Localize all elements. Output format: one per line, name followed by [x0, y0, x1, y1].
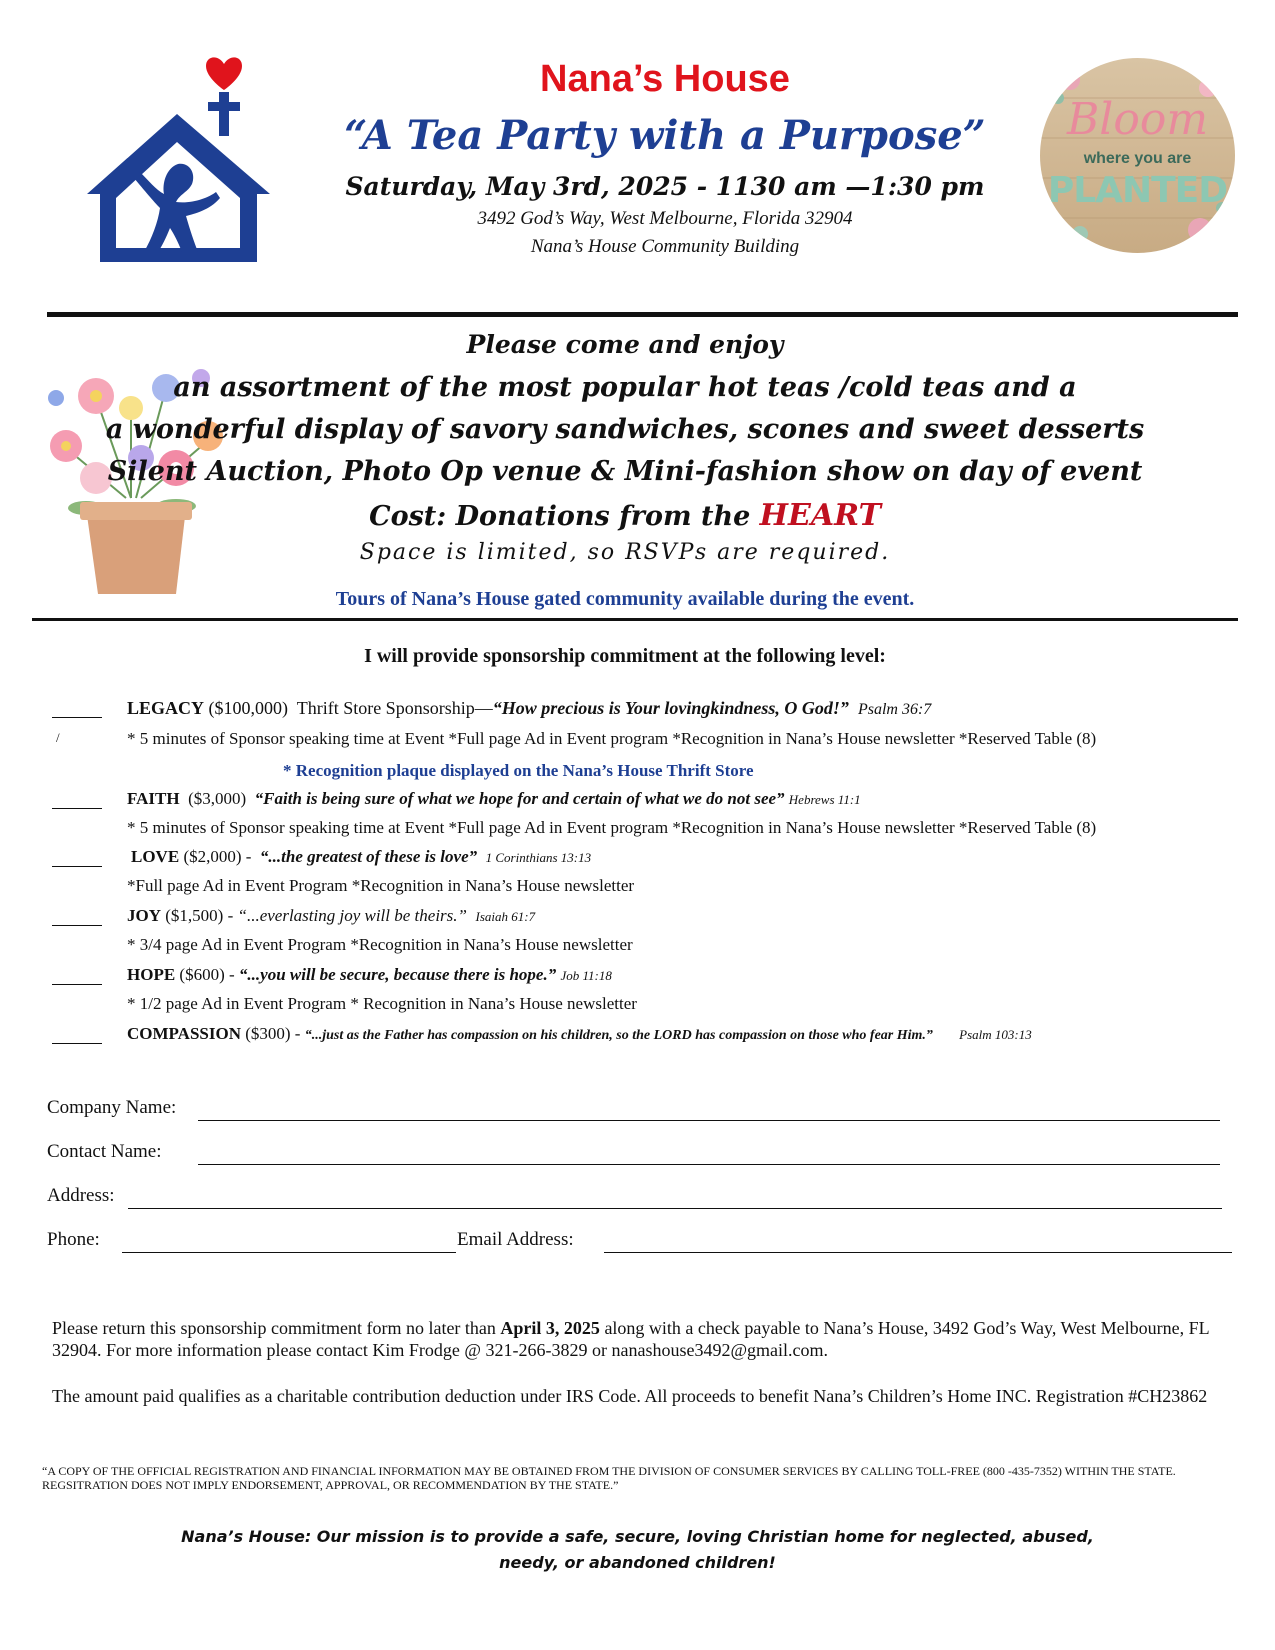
invite-rsvp: Space is limited, so RSVPs are required.: [359, 540, 891, 565]
level-legacy: [127, 698, 931, 719]
bloom-badge: [1040, 58, 1235, 253]
love-name: LOVE: [131, 847, 180, 866]
joy-blank[interactable]: [52, 907, 102, 926]
level-compassion: [127, 1024, 1032, 1044]
event-date: Saturday, May 3rd, 2025 - 1130 am —1:30 pm: [345, 172, 985, 201]
legacy-amount: ($100,000): [208, 698, 289, 718]
address-label: Address:: [47, 1185, 115, 1206]
mission-line-1: Nana’s House: Our mission is to provide a safe, secure, loving Christian home for neglected, abused,: [181, 1527, 1094, 1546]
event-building: Nana’s House Community Building: [530, 236, 800, 257]
badge-where: where you are: [1083, 150, 1192, 167]
hope-blank[interactable]: [52, 966, 102, 985]
return-text-2: along with a check payable to Nana’s House, 3492 God’s Way, West Melbourne, FL 32904. For more information please contact Kim Frodge @ 321-266-3829 or nanashouse3492@gmail.com.: [52, 1318, 1209, 1360]
contact-input[interactable]: [198, 1144, 1220, 1165]
phone-label: Phone:: [47, 1229, 100, 1250]
header-divider: [47, 312, 1238, 317]
invite-line-1: an assortment of the most popular hot teas /cold teas and a: [173, 372, 1077, 403]
legacy-mark: /: [56, 730, 60, 745]
compassion-name: COMPASSION: [127, 1024, 241, 1043]
hope-quote: “...you will be secure, because there is hope.”: [238, 965, 557, 984]
event-subtitle: “A Tea Party with a Purpose”: [344, 112, 986, 159]
legacy-benefits: * 5 minutes of Sponsor speaking time at Event *Full page Ad in Event program *Recognition in Nana’s House newsletter *Reserved Table (8): [127, 729, 1097, 748]
company-label: Company Name:: [47, 1097, 177, 1118]
irs-note: The amount paid qualifies as a charitable contribution deduction under IRS Code. All proceeds to benefit Nana’s Children’s Home INC. Registration #CH23862: [52, 1386, 1208, 1406]
badge-bloom: Bloom: [1066, 94, 1209, 145]
level-faith: [127, 789, 861, 809]
compassion-quote: “...just as the Father has compassion on his children, so the LORD has compassion on those who fear Him.”: [304, 1028, 933, 1043]
legacy-ref: Psalm 36:7: [857, 701, 932, 718]
love-blank[interactable]: [52, 848, 102, 867]
hope-name: HOPE: [127, 965, 176, 984]
legacy-extra: Thrift Store Sponsorship—: [296, 698, 493, 718]
mission-statement: [0, 1524, 1275, 1576]
event-address: 3492 God’s Way, West Melbourne, Florida 32904: [477, 208, 853, 229]
invite-divider: [32, 618, 1238, 621]
contact-label: Contact Name:: [47, 1141, 162, 1162]
compassion-ref: Psalm 103:13: [959, 1027, 1032, 1042]
faith-benefits: * 5 minutes of Sponsor speaking time at Event *Full page Ad in Event program *Recognition in Nana’s House newsletter *Reserved Table (8): [127, 818, 1097, 837]
cost-prefix: Cost: Donations from the: [369, 501, 760, 532]
hope-benefits: * 1/2 page Ad in Event Program * Recognition in Nana’s House newsletter: [127, 994, 637, 1013]
invite-line-2: a wonderful display of savory sandwiches, scones and sweet desserts: [105, 414, 1145, 445]
commitment-heading: I will provide sponsorship commitment at the following level:: [364, 645, 886, 667]
joy-ref: Isaiah 61:7: [475, 909, 536, 924]
org-title: Nana’s House: [540, 58, 790, 100]
joy-benefits: * 3/4 page Ad in Event Program *Recognition in Nana’s House newsletter: [127, 935, 633, 954]
invite-line-3: Silent Auction, Photo Op venue & Mini-fashion show on day of event: [107, 456, 1143, 487]
joy-amount: ($1,500) -: [165, 906, 234, 925]
company-input[interactable]: [198, 1100, 1220, 1121]
legacy-blank[interactable]: [52, 699, 102, 718]
invite-line-0: Please come and enjoy: [466, 330, 784, 359]
compassion-amount: ($300) -: [245, 1024, 301, 1043]
badge-planted: PLANTED: [1047, 170, 1228, 211]
email-input[interactable]: [604, 1232, 1232, 1253]
address-input[interactable]: [128, 1188, 1222, 1209]
faith-quote: “Faith is being sure of what we hope for and certain of what we do not see”: [254, 789, 785, 808]
legacy-name: LEGACY: [127, 698, 205, 718]
mission-line-2: needy, or abandoned children!: [499, 1553, 776, 1572]
invite-cost: [0, 498, 1250, 533]
faith-ref: Hebrews 11:1: [788, 792, 861, 807]
legacy-plaque: * Recognition plaque displayed on the Nana’s House Thrift Store: [283, 761, 754, 780]
love-amount: ($2,000) -: [183, 847, 252, 866]
joy-name: JOY: [127, 906, 161, 925]
faith-amount: ($3,000): [188, 789, 247, 808]
return-instructions: [52, 1317, 1232, 1361]
return-text-1: Please return this sponsorship commitment form no later than: [52, 1318, 501, 1338]
love-quote: “...the greatest of these is love”: [259, 847, 478, 866]
love-benefits: *Full page Ad in Event Program *Recognition in Nana’s House newsletter: [127, 876, 635, 895]
compassion-blank[interactable]: [52, 1025, 102, 1044]
return-date: April 3, 2025: [500, 1318, 600, 1338]
hope-ref: Job 11:18: [560, 968, 612, 983]
cost-heart: HEART: [759, 498, 881, 533]
level-hope: [127, 965, 612, 985]
legacy-quote: “How precious is Your lovingkindness, O God!”: [492, 698, 849, 718]
hope-amount: ($600) -: [179, 965, 235, 984]
legal-disclaimer: “A COPY OF THE OFFICIAL REGISTRATION AND FINANCIAL INFORMATION MAY BE OBTAINED FROM THE DIVISION OF CONSUMER SERVICES BY CALLING TOLL-FREE (800 -435-7352) WITHIN THE STATE. REGSITRATION DOES NOT IMPLY ENDORSEMENT, APPROVAL, OR RECOMMENDATION BY THE STATE.”: [42, 1464, 1176, 1492]
email-label: Email Address:: [457, 1229, 574, 1250]
level-love: [131, 847, 591, 867]
faith-blank[interactable]: [52, 790, 102, 809]
love-ref: 1 Corinthians 13:13: [485, 850, 592, 865]
faith-name: FAITH: [127, 789, 180, 808]
level-joy: [127, 906, 535, 926]
joy-quote: “...everlasting joy will be theirs.”: [237, 906, 467, 925]
tours-note: Tours of Nana’s House gated community available during the event.: [335, 588, 915, 610]
phone-input[interactable]: [122, 1232, 456, 1253]
